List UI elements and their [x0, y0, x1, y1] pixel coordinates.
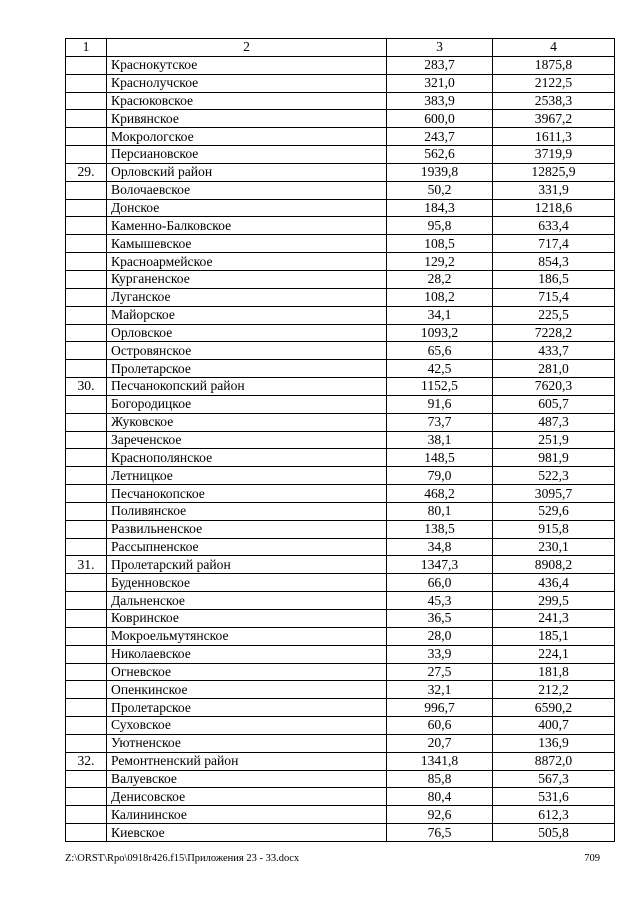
table-row: [66, 610, 615, 628]
table-header-row: [66, 39, 615, 57]
value-col4-cell: 8908,2: [493, 556, 615, 574]
table-row-district: [66, 163, 615, 181]
table-row: [66, 538, 615, 556]
table-row: [66, 824, 615, 842]
table-row: [66, 288, 615, 306]
value-col4-cell: 2122,5: [493, 74, 615, 92]
value-col4-cell: 224,1: [493, 645, 615, 663]
value-col3-cell: 600,0: [387, 110, 493, 128]
table-row: [66, 592, 615, 610]
table-row: [66, 74, 615, 92]
row-number-cell: [66, 502, 107, 520]
row-number-cell: [66, 270, 107, 288]
table-row: [66, 627, 615, 645]
value-col4-cell: 8872,0: [493, 752, 615, 770]
row-number-cell: [66, 146, 107, 164]
name-cell: Буденновское: [107, 574, 387, 592]
value-col4-cell: 2538,3: [493, 92, 615, 110]
value-col4-cell: 529,6: [493, 502, 615, 520]
data-table: [65, 38, 615, 842]
row-number-cell: [66, 770, 107, 788]
value-col4-cell: 981,9: [493, 449, 615, 467]
row-number-cell: [66, 74, 107, 92]
value-col3-cell: 28,2: [387, 270, 493, 288]
table-row: [66, 663, 615, 681]
row-number-cell: [66, 360, 107, 378]
name-cell: Мокрологское: [107, 128, 387, 146]
footer-page-number: 709: [584, 853, 600, 864]
value-col3-cell: 42,5: [387, 360, 493, 378]
table-row: [66, 146, 615, 164]
value-col4-cell: 6590,2: [493, 699, 615, 717]
row-number-cell: 31.: [66, 556, 107, 574]
value-col3-cell: 138,5: [387, 520, 493, 538]
name-cell: Волочаевское: [107, 181, 387, 199]
value-col3-cell: 283,7: [387, 56, 493, 74]
value-col4-cell: 212,2: [493, 681, 615, 699]
footer-file-path: Z:\ORST\Rpo\0918r426.f15\Приложения 23 - 33.docx: [65, 853, 300, 864]
table-row-district: [66, 378, 615, 396]
name-cell: Каменно-Балковское: [107, 217, 387, 235]
value-col4-cell: 715,4: [493, 288, 615, 306]
row-number-cell: 30.: [66, 378, 107, 396]
name-cell: Уютненское: [107, 734, 387, 752]
table-row-district: [66, 752, 615, 770]
table-row: [66, 681, 615, 699]
value-col4-cell: 3719,9: [493, 146, 615, 164]
table-row: [66, 235, 615, 253]
value-col3-cell: 129,2: [387, 253, 493, 271]
name-cell: Кривянское: [107, 110, 387, 128]
table-row: [66, 199, 615, 217]
value-col3-cell: 1939,8: [387, 163, 493, 181]
table-row: [66, 734, 615, 752]
value-col4-cell: 505,8: [493, 824, 615, 842]
name-cell: Краснополянское: [107, 449, 387, 467]
row-number-cell: [66, 235, 107, 253]
value-col3-cell: 33,9: [387, 645, 493, 663]
value-col4-cell: 522,3: [493, 467, 615, 485]
value-col4-cell: 225,5: [493, 306, 615, 324]
row-number-cell: [66, 128, 107, 146]
value-col3-cell: 73,7: [387, 413, 493, 431]
value-col4-cell: 181,8: [493, 663, 615, 681]
table-row: [66, 181, 615, 199]
row-number-cell: [66, 520, 107, 538]
value-col4-cell: 717,4: [493, 235, 615, 253]
name-cell: Ремонтненский район: [107, 752, 387, 770]
row-number-cell: [66, 342, 107, 360]
table-row: [66, 253, 615, 271]
table-row: [66, 770, 615, 788]
table-row: [66, 467, 615, 485]
value-col4-cell: 3967,2: [493, 110, 615, 128]
table-row: [66, 788, 615, 806]
name-cell: Киевское: [107, 824, 387, 842]
name-cell: Красноармейское: [107, 253, 387, 271]
value-col3-cell: 79,0: [387, 467, 493, 485]
table-row: [66, 485, 615, 503]
value-col4-cell: 915,8: [493, 520, 615, 538]
value-col3-cell: 108,2: [387, 288, 493, 306]
row-number-cell: [66, 645, 107, 663]
row-number-cell: [66, 824, 107, 842]
row-number-cell: [66, 395, 107, 413]
value-col3-cell: 1093,2: [387, 324, 493, 342]
value-col3-cell: 45,3: [387, 592, 493, 610]
row-number-cell: [66, 56, 107, 74]
value-col3-cell: 34,1: [387, 306, 493, 324]
value-col4-cell: 186,5: [493, 270, 615, 288]
value-col3-cell: 108,5: [387, 235, 493, 253]
name-cell: Пролетарский район: [107, 556, 387, 574]
value-col3-cell: 80,4: [387, 788, 493, 806]
name-cell: Донское: [107, 199, 387, 217]
value-col4-cell: 299,5: [493, 592, 615, 610]
row-number-cell: [66, 288, 107, 306]
name-cell: Валуевское: [107, 770, 387, 788]
row-number-cell: [66, 217, 107, 235]
value-col3-cell: 32,1: [387, 681, 493, 699]
table-row: [66, 717, 615, 735]
row-number-cell: [66, 110, 107, 128]
name-cell: Камышевское: [107, 235, 387, 253]
value-col4-cell: 487,3: [493, 413, 615, 431]
name-cell: Денисовское: [107, 788, 387, 806]
value-col3-cell: 1347,3: [387, 556, 493, 574]
row-number-cell: [66, 699, 107, 717]
name-cell: Курганенское: [107, 270, 387, 288]
row-number-cell: [66, 681, 107, 699]
row-number-cell: [66, 431, 107, 449]
value-col3-cell: 76,5: [387, 824, 493, 842]
value-col3-cell: 50,2: [387, 181, 493, 199]
table-row: [66, 413, 615, 431]
row-number-cell: [66, 592, 107, 610]
name-cell: Пролетарское: [107, 699, 387, 717]
value-col4-cell: 400,7: [493, 717, 615, 735]
value-col3-cell: 95,8: [387, 217, 493, 235]
table-row: [66, 342, 615, 360]
row-number-cell: [66, 538, 107, 556]
row-number-cell: [66, 485, 107, 503]
table-row: [66, 431, 615, 449]
value-col4-cell: 331,9: [493, 181, 615, 199]
table-row: [66, 270, 615, 288]
header-cell-3: 3: [387, 39, 493, 57]
value-col3-cell: 91,6: [387, 395, 493, 413]
value-col3-cell: 36,5: [387, 610, 493, 628]
value-col4-cell: 12825,9: [493, 163, 615, 181]
name-cell: Пролетарское: [107, 360, 387, 378]
value-col4-cell: 436,4: [493, 574, 615, 592]
row-number-cell: [66, 467, 107, 485]
table-row: [66, 520, 615, 538]
table-row: [66, 306, 615, 324]
row-number-cell: [66, 806, 107, 824]
name-cell: Песчанокопский район: [107, 378, 387, 396]
value-col3-cell: 20,7: [387, 734, 493, 752]
row-number-cell: [66, 253, 107, 271]
name-cell: Развильненское: [107, 520, 387, 538]
value-col3-cell: 243,7: [387, 128, 493, 146]
table-row: [66, 395, 615, 413]
value-col3-cell: 1152,5: [387, 378, 493, 396]
row-number-cell: 32.: [66, 752, 107, 770]
value-col4-cell: 230,1: [493, 538, 615, 556]
name-cell: Опенкинское: [107, 681, 387, 699]
value-col3-cell: 184,3: [387, 199, 493, 217]
row-number-cell: [66, 449, 107, 467]
row-number-cell: [66, 734, 107, 752]
name-cell: Летницкое: [107, 467, 387, 485]
value-col3-cell: 383,9: [387, 92, 493, 110]
value-col4-cell: 531,6: [493, 788, 615, 806]
name-cell: Луганское: [107, 288, 387, 306]
table-row: [66, 699, 615, 717]
value-col4-cell: 567,3: [493, 770, 615, 788]
table-row-district: [66, 556, 615, 574]
value-col4-cell: 1218,6: [493, 199, 615, 217]
name-cell: Островянское: [107, 342, 387, 360]
name-cell: Богородицкое: [107, 395, 387, 413]
header-cell-1: 1: [66, 39, 107, 57]
value-col4-cell: 185,1: [493, 627, 615, 645]
row-number-cell: 29.: [66, 163, 107, 181]
row-number-cell: [66, 610, 107, 628]
table-row: [66, 110, 615, 128]
value-col4-cell: 251,9: [493, 431, 615, 449]
value-col3-cell: 85,8: [387, 770, 493, 788]
table-row: [66, 360, 615, 378]
name-cell: Краснолучское: [107, 74, 387, 92]
row-number-cell: [66, 92, 107, 110]
value-col3-cell: 80,1: [387, 502, 493, 520]
name-cell: Зареченское: [107, 431, 387, 449]
value-col4-cell: 605,7: [493, 395, 615, 413]
name-cell: Красюковское: [107, 92, 387, 110]
header-cell-4: 4: [493, 39, 615, 57]
table-row: [66, 574, 615, 592]
name-cell: Николаевское: [107, 645, 387, 663]
value-col3-cell: 92,6: [387, 806, 493, 824]
value-col4-cell: 612,3: [493, 806, 615, 824]
value-col4-cell: 3095,7: [493, 485, 615, 503]
value-col3-cell: 468,2: [387, 485, 493, 503]
table-row: [66, 56, 615, 74]
value-col3-cell: 38,1: [387, 431, 493, 449]
row-number-cell: [66, 324, 107, 342]
table-row: [66, 128, 615, 146]
value-col3-cell: 28,0: [387, 627, 493, 645]
value-col4-cell: 281,0: [493, 360, 615, 378]
value-col4-cell: 136,9: [493, 734, 615, 752]
name-cell: Калининское: [107, 806, 387, 824]
header-cell-2: 2: [107, 39, 387, 57]
row-number-cell: [66, 181, 107, 199]
value-col3-cell: 321,0: [387, 74, 493, 92]
row-number-cell: [66, 627, 107, 645]
value-col4-cell: 241,3: [493, 610, 615, 628]
row-number-cell: [66, 306, 107, 324]
table-row: [66, 92, 615, 110]
value-col4-cell: 854,3: [493, 253, 615, 271]
value-col3-cell: 65,6: [387, 342, 493, 360]
name-cell: Краснокутское: [107, 56, 387, 74]
row-number-cell: [66, 788, 107, 806]
name-cell: Песчанокопское: [107, 485, 387, 503]
name-cell: Рассыпненское: [107, 538, 387, 556]
table-body: [66, 39, 615, 842]
row-number-cell: [66, 199, 107, 217]
table-row: [66, 645, 615, 663]
table-row: [66, 806, 615, 824]
name-cell: Орловское: [107, 324, 387, 342]
row-number-cell: [66, 574, 107, 592]
name-cell: Орловский район: [107, 163, 387, 181]
value-col4-cell: 1611,3: [493, 128, 615, 146]
table-row: [66, 449, 615, 467]
name-cell: Персиановское: [107, 146, 387, 164]
value-col4-cell: 7620,3: [493, 378, 615, 396]
name-cell: Суховское: [107, 717, 387, 735]
value-col3-cell: 996,7: [387, 699, 493, 717]
table-row: [66, 324, 615, 342]
value-col4-cell: 1875,8: [493, 56, 615, 74]
value-col4-cell: 633,4: [493, 217, 615, 235]
row-number-cell: [66, 413, 107, 431]
value-col4-cell: 433,7: [493, 342, 615, 360]
name-cell: Майорское: [107, 306, 387, 324]
name-cell: Поливянское: [107, 502, 387, 520]
table-row: [66, 502, 615, 520]
name-cell: Огневское: [107, 663, 387, 681]
row-number-cell: [66, 717, 107, 735]
value-col3-cell: 148,5: [387, 449, 493, 467]
name-cell: Дальненское: [107, 592, 387, 610]
value-col4-cell: 7228,2: [493, 324, 615, 342]
name-cell: Мокроельмутянское: [107, 627, 387, 645]
value-col3-cell: 1341,8: [387, 752, 493, 770]
value-col3-cell: 66,0: [387, 574, 493, 592]
value-col3-cell: 27,5: [387, 663, 493, 681]
value-col3-cell: 562,6: [387, 146, 493, 164]
table-row: [66, 217, 615, 235]
name-cell: Ковринское: [107, 610, 387, 628]
value-col3-cell: 34,8: [387, 538, 493, 556]
value-col3-cell: 60,6: [387, 717, 493, 735]
row-number-cell: [66, 663, 107, 681]
name-cell: Жуковское: [107, 413, 387, 431]
